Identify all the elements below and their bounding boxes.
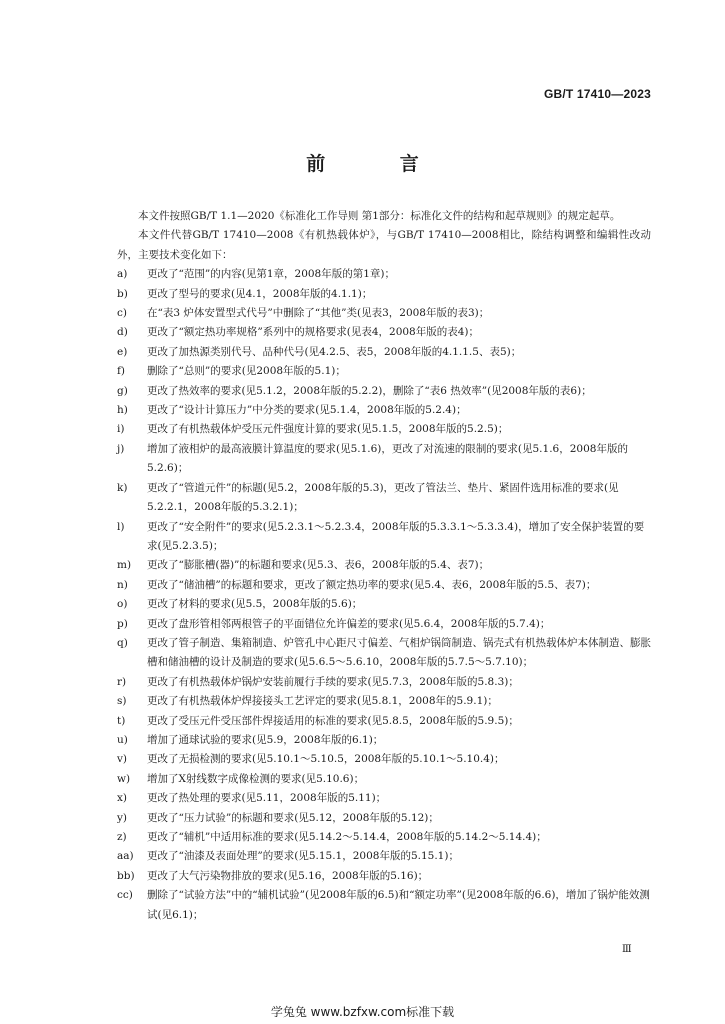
list-item-text: 更改了受压元件受压部件焊接适用的标准的要求(见5.8.5，2008年版的5.9.5)； [147,714,519,727]
list-item [117,382,651,401]
list-item-label: k) [117,481,128,494]
list-item-text: 更改了材料的要求(见5.5，2008年版的5.6)； [147,598,363,611]
page-title: 前 言 [306,153,453,175]
list-item-label: t) [117,714,126,727]
list-item [117,809,651,828]
list-item [117,304,651,323]
footer-watermark: 学兔兔 www.bzfxw.com标准下载 [270,1005,455,1019]
list-item-label: m) [117,559,132,572]
list-item-label: cc) [117,889,133,902]
list-item-text: 更改了“辅机”中适用标准的要求(见5.14.2～5.14.4，2008年版的5.14.2～5.14.4)； [147,831,547,843]
list-item [117,401,651,420]
list-item-text: 更改了盘形管相邻两根管子的平面错位允许偏差的要求(见5.6.4，2008年版的5.7.4)； [147,617,551,630]
list-item-text: 更改了“管道元件”的标题(见5.2，2008年版的5.3)，更改了管法兰、垫片、紧固件选用标准的要求(见5.2.2.1，2008年版的5.3.2.1)； [147,481,619,514]
list-item-text: 更改了有机热载体炉受压元件强度计算的要求(见5.1.5，2008年版的5.2.5)； [147,423,509,436]
list-item-text: 更改了有机热载体炉焊接接头工艺评定的要求(见5.8.1，2008年的5.9.1)； [147,695,498,708]
list-item [117,595,651,614]
list-item [117,673,651,692]
list-item [117,847,651,866]
list-item-label: r) [117,675,127,688]
list-item-label: q) [117,636,128,649]
list-item-text: 更改了“储油槽”的标题和要求，更改了额定热功率的要求(见5.4、表6，2008年版的5.5、表7)； [147,578,597,591]
list-item-text: 删除了“试验方法”中的“辅机试验”(见2008年版的6.5)和“额定功率”(见2008年版的6.6)，增加了锅炉能效测试(见6.1)； [147,889,650,921]
list-item-text: 删除了“总则”的要求(见2008年版的5.1)； [147,365,346,378]
list-item [117,518,651,557]
list-item-text: 更改了热效率的要求(见5.1.2，2008年版的5.2.2)，删除了“表6 热效率”(见2008年版的表6)； [147,384,592,397]
list-item-label: bb) [117,869,135,882]
list-item-text: 更改了大气污染物排放的要求(见5.16，2008年版的5.16)； [147,869,429,882]
list-item-text: 更改了“安全附件”的要求(见5.2.3.1～5.2.3.4，2008年版的5.3.3.1～5.3.3.4)，增加了安全保护装置的要求(见5.2.3.5)； [147,520,645,552]
list-item-text: 更改了“压力试验”的标题和要求(见5.12，2008年版的5.12)； [147,811,439,824]
list-item-label: j) [117,442,125,455]
list-item [117,323,651,342]
list-item-label: s) [117,695,127,708]
list-item-label: e) [117,345,128,358]
list-item-label: p) [117,617,128,630]
list-item-label: l) [117,520,125,533]
list-item-text: 更改了“额定热功率规格”系列中的规格要求(见表4，2008年版的表4)； [147,326,480,339]
list-item [117,479,651,518]
list-item [117,576,651,595]
list-item [117,886,651,925]
list-item [117,867,651,886]
list-item [117,265,651,284]
list-item-label: w) [117,772,131,785]
list-item-label: c) [117,307,127,320]
list-item-label: n) [117,578,128,591]
intro-paragraph: 本文件按照GB/T 1.1—2020《标准化工作导则 第1部分：标准化文件的结构和起草规则》的规定起草。 [138,210,621,222]
standard-code: GB/T 17410—2023 [543,87,651,101]
list-item-label: g) [117,384,128,397]
page-number: Ⅲ [622,944,632,955]
list-item-label: z) [117,831,127,843]
list-item [117,615,651,634]
list-item [117,731,651,750]
list-item [117,634,651,673]
list-item-label: x) [117,792,128,805]
list-item-text: 更改了无损检测的要求(见5.10.1～5.10.5，2008年版的5.10.1～5.10.4)； [147,753,505,766]
list-item-label: o) [117,598,128,611]
list-item-label: f) [117,365,125,378]
list-item-text: 增加了液相炉的最高液膜计算温度的要求(见5.1.6)，更改了对流速的限制的要求(见5.1.6，2008年版的5.2.6)； [147,442,628,475]
list-item [117,556,651,575]
list-item-label: b) [117,287,128,300]
list-item-text: 增加了X射线数字成像检测的要求(见5.10.6)； [147,772,365,785]
list-item [117,343,651,362]
list-item-text: 更改了“膨胀槽(器)”的标题和要求(见5.3、表6，2008年版的5.4、表7)； [147,559,490,572]
replacement-paragraph: 本文件代替GB/T 17410—2008《有机热载体炉》，与GB/T 17410—2008相比，除结构调整和编辑性改动外，主要技术变化如下： [117,229,651,261]
list-item-text: 更改了“范围”的内容(见第1章，2008年版的第1章)； [147,268,396,281]
list-item [117,789,651,808]
list-item-text: 更改了型号的要求(见4.1，2008年版的4.1.1)； [147,287,373,300]
list-item-label: y) [117,811,128,824]
foreword-body [117,207,651,925]
list-item [117,750,651,769]
list-item-text: 更改了加热源类别代号、品种代号(见4.2.5、表5，2008年版的4.1.1.5、表5)； [147,345,522,358]
list-item-label: aa) [117,850,134,863]
list-item-text: 更改了热处理的要求(见5.11，2008年版的5.11)； [147,792,387,805]
list-item-label: d) [117,326,128,339]
list-item-label: h) [117,404,128,417]
list-item-text: 增加了通球试验的要求(见5.9，2008年版的6.1)； [147,733,384,746]
list-item-text: 更改了管子制造、集箱制造、炉管孔中心距尺寸偏差、气相炉锅筒制造、锅壳式有机热载体炉本体制造、膨胀槽和储油槽的设计及制造的要求(见5.6.5～5.6.10，2008年版的5.7.5～5.7.10)； [147,636,651,669]
list-item [117,440,651,479]
list-item [117,285,651,304]
change-list [117,265,651,925]
list-item [117,362,651,381]
list-item-text: 更改了“油漆及表面处理”的要求(见5.15.1，2008年版的5.15.1)； [147,850,459,863]
list-item-label: u) [117,733,128,746]
list-item [117,692,651,711]
list-item [117,828,651,847]
list-item [117,420,651,439]
list-item-text: 更改了有机热载体炉锅炉安装前履行手续的要求(见5.7.3，2008年版的5.8.3)； [147,675,519,688]
list-item-label: a) [117,268,128,281]
list-item [117,770,651,789]
list-item-label: i) [117,423,125,436]
list-item-text: 更改了“设计计算压力”中分类的要求(见5.1.4，2008年版的5.2.4)； [147,404,467,417]
list-item [117,712,651,731]
list-item-label: v) [117,753,128,766]
list-item-text: 在“表3 炉体安置型式代号”中删除了“其他”类(见表3，2008年版的表3)； [147,307,490,320]
